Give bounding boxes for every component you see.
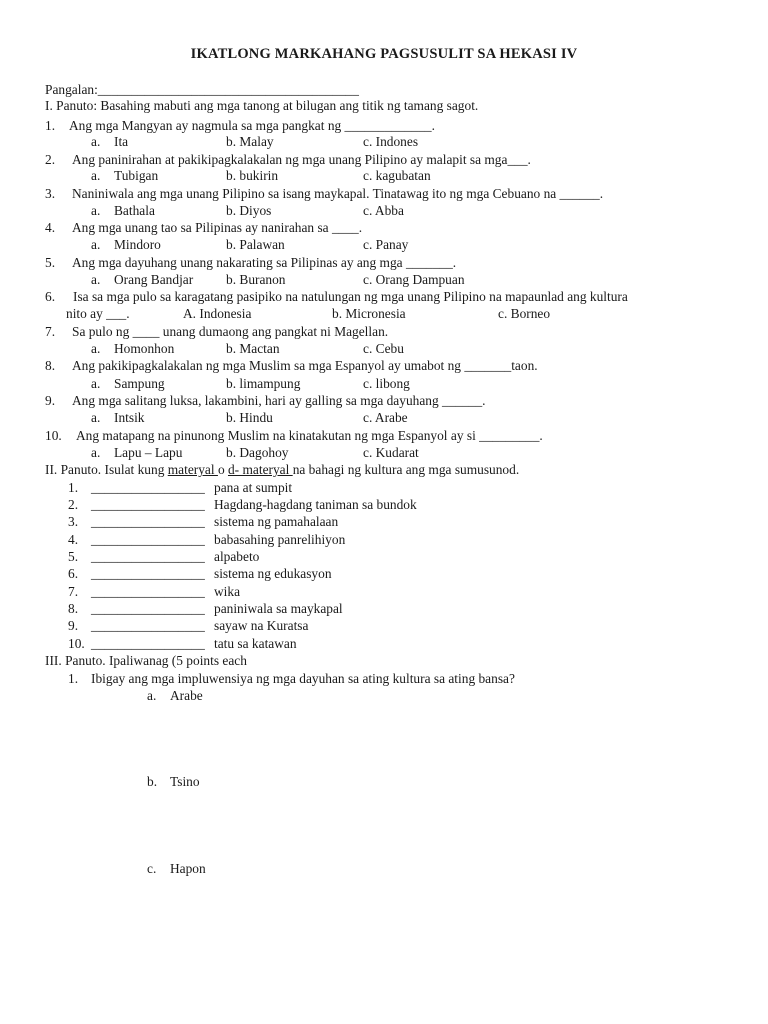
p2-item3-blank: _________________ bbox=[91, 514, 205, 529]
q7-option-a: Homonhon bbox=[114, 341, 175, 356]
q1-question: Ang mga Mangyan ay nagmula sa mga pangkat ng _____________. bbox=[69, 118, 435, 133]
q4-option-c: c. Panay bbox=[363, 237, 409, 252]
q1-option-a-letter: a. bbox=[91, 134, 101, 149]
q3-option-c: c. Abba bbox=[363, 203, 404, 218]
p2-item9-blank: _________________ bbox=[91, 618, 205, 633]
q5-number: 5. bbox=[45, 255, 56, 270]
part2-heading-mid: o bbox=[217, 462, 228, 477]
q6-option-c: c. Borneo bbox=[498, 306, 551, 321]
q7-question: Sa pulo ng ____ unang dumaong ang pangkat ni Magellan. bbox=[72, 324, 389, 339]
q4-option-b: b. Palawan bbox=[226, 237, 285, 252]
q2-question: Ang paninirahan at pakikipagkalakalan ng mga unang Pilipino ay malapit sa mga___. bbox=[72, 152, 531, 167]
q10-question: Ang matapang na pinunong Muslim na kinatakutan ng mga Espanyol ay si _________. bbox=[76, 428, 543, 443]
q6-number: 6. bbox=[45, 289, 56, 304]
q8-question: Ang pakikipagkalakalan ng mga Muslim sa mga Espanyol ay umabot ng _______taon. bbox=[72, 358, 538, 373]
p2-item4-blank: _________________ bbox=[91, 532, 205, 547]
q1-option-c: c. Indones bbox=[363, 134, 419, 149]
name-line: Pangalan:_______________________________________ bbox=[45, 82, 359, 97]
p3-option-a-text: Arabe bbox=[170, 688, 203, 703]
q7-option-a-letter: a. bbox=[91, 341, 101, 356]
part2-heading bbox=[45, 462, 519, 478]
p2-item6-text: sistema ng edukasyon bbox=[214, 566, 332, 581]
p2-item1-number: 1. bbox=[68, 480, 79, 495]
q2-option-a: Tubigan bbox=[114, 168, 159, 183]
p2-item6-number: 6. bbox=[68, 566, 79, 581]
part2-heading-post: na bahagi ng kultura ang mga sumusunod. bbox=[292, 462, 520, 477]
q7-option-c: c. Cebu bbox=[363, 341, 404, 356]
p2-item2-text: Hagdang-hagdang taniman sa bundok bbox=[214, 497, 417, 512]
q8-option-b: b. limampung bbox=[226, 376, 301, 391]
p2-item8-number: 8. bbox=[68, 601, 79, 616]
q5-option-a-letter: a. bbox=[91, 272, 101, 287]
q2-option-a-letter: a. bbox=[91, 168, 101, 183]
p2-item1-blank: _________________ bbox=[91, 480, 205, 495]
q10-option-a-letter: a. bbox=[91, 445, 101, 460]
p3-option-b-text: Tsino bbox=[170, 774, 200, 789]
p2-item5-blank: _________________ bbox=[91, 549, 205, 564]
q5-option-c: c. Orang Dampuan bbox=[363, 272, 465, 287]
q8-number: 8. bbox=[45, 358, 56, 373]
p3-option-c-letter: c. bbox=[147, 861, 157, 876]
q7-number: 7. bbox=[45, 324, 56, 339]
q8-option-a-letter: a. bbox=[91, 376, 101, 391]
q9-option-c: c. Arabe bbox=[363, 410, 408, 425]
part2-heading-materyal: materyal bbox=[167, 462, 218, 477]
q6-question-cont: nito ay ___. bbox=[66, 306, 130, 321]
q4-question: Ang mga unang tao sa Pilipinas ay nanirahan sa ____. bbox=[72, 220, 363, 235]
q1-option-a: Ita bbox=[114, 134, 129, 149]
p2-item9-number: 9. bbox=[68, 618, 79, 633]
p2-item2-blank: _________________ bbox=[91, 497, 205, 512]
part3-heading: III. Panuto. Ipaliwanag (5 points each bbox=[45, 653, 247, 668]
q2-option-b: b. bukirin bbox=[226, 168, 279, 183]
q1-option-b: b. Malay bbox=[226, 134, 274, 149]
q10-option-a: Lapu – Lapu bbox=[114, 445, 183, 460]
q5-option-b: b. Buranon bbox=[226, 272, 286, 287]
p3-option-a-letter: a. bbox=[147, 688, 157, 703]
q3-option-b: b. Diyos bbox=[226, 203, 272, 218]
q4-number: 4. bbox=[45, 220, 56, 235]
q6-option-b: b. Micronesia bbox=[332, 306, 406, 321]
q3-number: 3. bbox=[45, 186, 56, 201]
q10-option-b: b. Dagohoy bbox=[226, 445, 289, 460]
p2-item10-text: tatu sa katawan bbox=[214, 636, 297, 651]
p2-item9-text: sayaw na Kuratsa bbox=[214, 618, 309, 633]
p2-item8-blank: _________________ bbox=[91, 601, 205, 616]
q10-number: 10. bbox=[45, 428, 62, 443]
p2-item3-number: 3. bbox=[68, 514, 79, 529]
part1-heading: I. Panuto: Basahing mabuti ang mga tanong at bilugan ang titik ng tamang sagot. bbox=[45, 98, 479, 113]
p2-item3-text: sistema ng pamahalaan bbox=[214, 514, 339, 529]
p2-item7-number: 7. bbox=[68, 584, 79, 599]
p2-item10-number: 10. bbox=[68, 636, 85, 651]
q10-option-c: c. Kudarat bbox=[363, 445, 419, 460]
part2-heading-pre: II. Panuto. Isulat kung bbox=[45, 462, 168, 477]
q9-question: Ang mga salitang luksa, lakambini, hari ay galling sa mga dayuhang ______. bbox=[72, 393, 486, 408]
p2-item8-text: paniniwala sa maykapal bbox=[214, 601, 343, 616]
q9-number: 9. bbox=[45, 393, 56, 408]
p2-item7-text: wika bbox=[214, 584, 241, 599]
q5-question: Ang mga dayuhang unang nakarating sa Pilipinas ay ang mga _______. bbox=[72, 255, 457, 270]
exam-title: IKATLONG MARKAHANG PAGSUSULIT SA HEKASI IV bbox=[190, 46, 578, 62]
p2-item1-text: pana at sumpit bbox=[214, 480, 293, 495]
q5-option-a: Orang Bandjar bbox=[114, 272, 194, 287]
p3-q1-text: Ibigay ang mga impluwensiya ng mga dayuhan sa ating kultura sa ating bansa? bbox=[91, 671, 515, 686]
q9-option-a-letter: a. bbox=[91, 410, 101, 425]
q8-option-c: c. libong bbox=[363, 376, 410, 391]
p3-option-b-letter: b. bbox=[147, 774, 158, 789]
q4-option-a: Mindoro bbox=[114, 237, 161, 252]
p3-q1-number: 1. bbox=[68, 671, 79, 686]
q3-question: Naniniwala ang mga unang Pilipino sa isang maykapal. Tinatawag ito ng mga Cebuano na ______. bbox=[72, 186, 604, 201]
p2-item5-number: 5. bbox=[68, 549, 79, 564]
q9-option-b: b. Hindu bbox=[226, 410, 273, 425]
p3-option-c-text: Hapon bbox=[170, 861, 206, 876]
q4-option-a-letter: a. bbox=[91, 237, 101, 252]
q7-option-b: b. Mactan bbox=[226, 341, 280, 356]
q6-option-a: A. Indonesia bbox=[183, 306, 252, 321]
q3-option-a: Bathala bbox=[114, 203, 155, 218]
p2-item4-text: babasahing panrelihiyon bbox=[214, 532, 346, 547]
q2-option-c: c. kagubatan bbox=[363, 168, 431, 183]
q6-question: Isa sa mga pulo sa karagatang pasipiko na natulungan ng mga unang Pilipino na mapaunlad ang kultura bbox=[73, 289, 628, 304]
part2-heading-d-materyal: d- materyal bbox=[227, 462, 293, 477]
p2-item5-text: alpabeto bbox=[214, 549, 260, 564]
p2-item7-blank: _________________ bbox=[91, 584, 205, 599]
q8-option-a: Sampung bbox=[114, 376, 165, 391]
q1-number: 1. bbox=[45, 118, 56, 133]
p2-item4-number: 4. bbox=[68, 532, 79, 547]
q9-option-a: Intsik bbox=[114, 410, 145, 425]
q2-number: 2. bbox=[45, 152, 56, 167]
q3-option-a-letter: a. bbox=[91, 203, 101, 218]
p2-item10-blank: _________________ bbox=[91, 636, 205, 651]
p2-item2-number: 2. bbox=[68, 497, 79, 512]
p2-item6-blank: _________________ bbox=[91, 566, 205, 581]
